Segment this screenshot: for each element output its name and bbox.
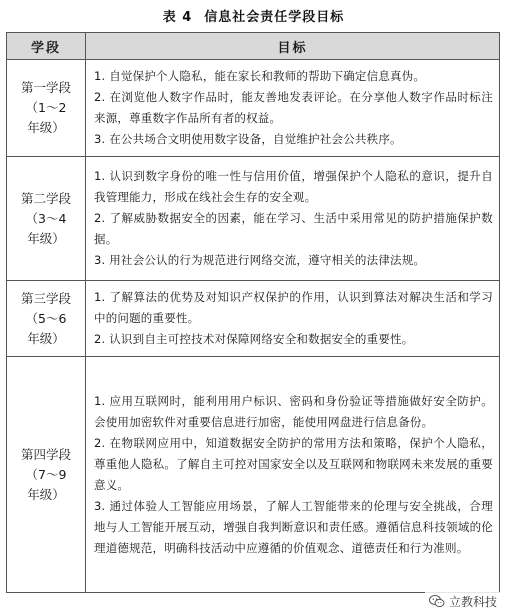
stage-grades: （3～4 [25,210,67,226]
goal-cell [86,357,500,593]
stage-grades-suffix: 年级） [27,486,65,502]
stage-grades: （1～2 [25,100,67,115]
stage-grades-suffix: 年级） [27,330,65,346]
stage-cell [7,281,86,357]
goal-item: 1. 自觉保护个人隐私，能在家长和教师的帮助下确定信息真伪。 [94,69,426,83]
stage-name: 第一学段 [20,80,71,95]
table-row [7,157,500,281]
stage-cell [7,357,86,593]
goal-cell [86,157,500,281]
header-stage: 学段 [7,33,86,60]
table-number: 表 4 [162,10,193,25]
stage-cell [7,157,86,281]
table-row [7,357,500,593]
goal-item: 2. 了解威胁数据安全的因素，能在学习、生活中采用常见的防护措施保护数据。 [94,211,493,246]
watermark [425,592,501,611]
goal-cell [86,60,500,157]
goal-item: 3. 在公共场合文明使用数字设备，自觉维护社会公共秩序。 [94,132,402,146]
stage-name: 第二学段 [20,190,71,206]
goal-item: 1. 认识到数字身份的唯一性与信用价值，增强保护个人隐私的意识，提升自我管理能力，形成在线社会生存的安全观。 [94,169,493,204]
stage-goals-table [6,32,500,593]
stage-grades-suffix: 年级） [27,120,65,135]
stage-grades: （5～6 [25,310,67,326]
watermark-text: 立教科技 [448,595,497,609]
table-title [0,6,507,25]
stage-name: 第四学段 [20,446,71,462]
goal-item: 1. 了解算法的优势及对知识产权保护的作用，认识到算法对解决生活和学习中的问题的重要性。 [94,290,493,325]
header-goal: 目标 [86,33,500,60]
table-row [7,60,500,157]
stage-name: 第三学段 [20,290,71,306]
goal-item: 1. 应用互联网时，能利用用户标识、密码和身份验证等措施做好安全防护。会使用加密软件对重要信息进行加密，能使用网盘进行信息备份。 [94,393,493,429]
goal-cell [86,281,500,357]
stage-cell [7,60,86,157]
table-row [7,281,500,357]
stage-grades: （7～9 [25,466,67,482]
goal-item: 2. 在物联网应用中，知道数据安全防护的常用方法和策略，保护个人隐私，尊重他人隐私。了解自主可控对国家安全以及互联网和物联网未来发展的重要意义。 [94,435,493,492]
goal-item: 3. 通过体验人工智能应用场景，了解人工智能带来的伦理与安全挑战，合理地与人工智能开展互动，增强自我判断意识和责任感。遵循信息科技领域的伦理道德规范，明确科技活动中应遵循的价值观念、道德责任和行为准则。 [94,498,493,555]
goal-item: 3. 用社会公认的行为规范进行网络交流，遵守相关的法律法规。 [94,253,426,267]
table-header-row [7,33,500,60]
table-caption: 信息社会责任学段目标 [204,10,345,25]
stage-grades-suffix: 年级） [27,230,65,246]
wechat-icon [429,595,445,608]
goal-item: 2. 在浏览他人数字作品时，能友善地发表评论。在分享他人数字作品时标注来源，尊重数字作品所有者的权益。 [94,90,493,125]
goal-item: 2. 认识到自主可控技术对保障网络安全和数据安全的重要性。 [94,332,414,346]
